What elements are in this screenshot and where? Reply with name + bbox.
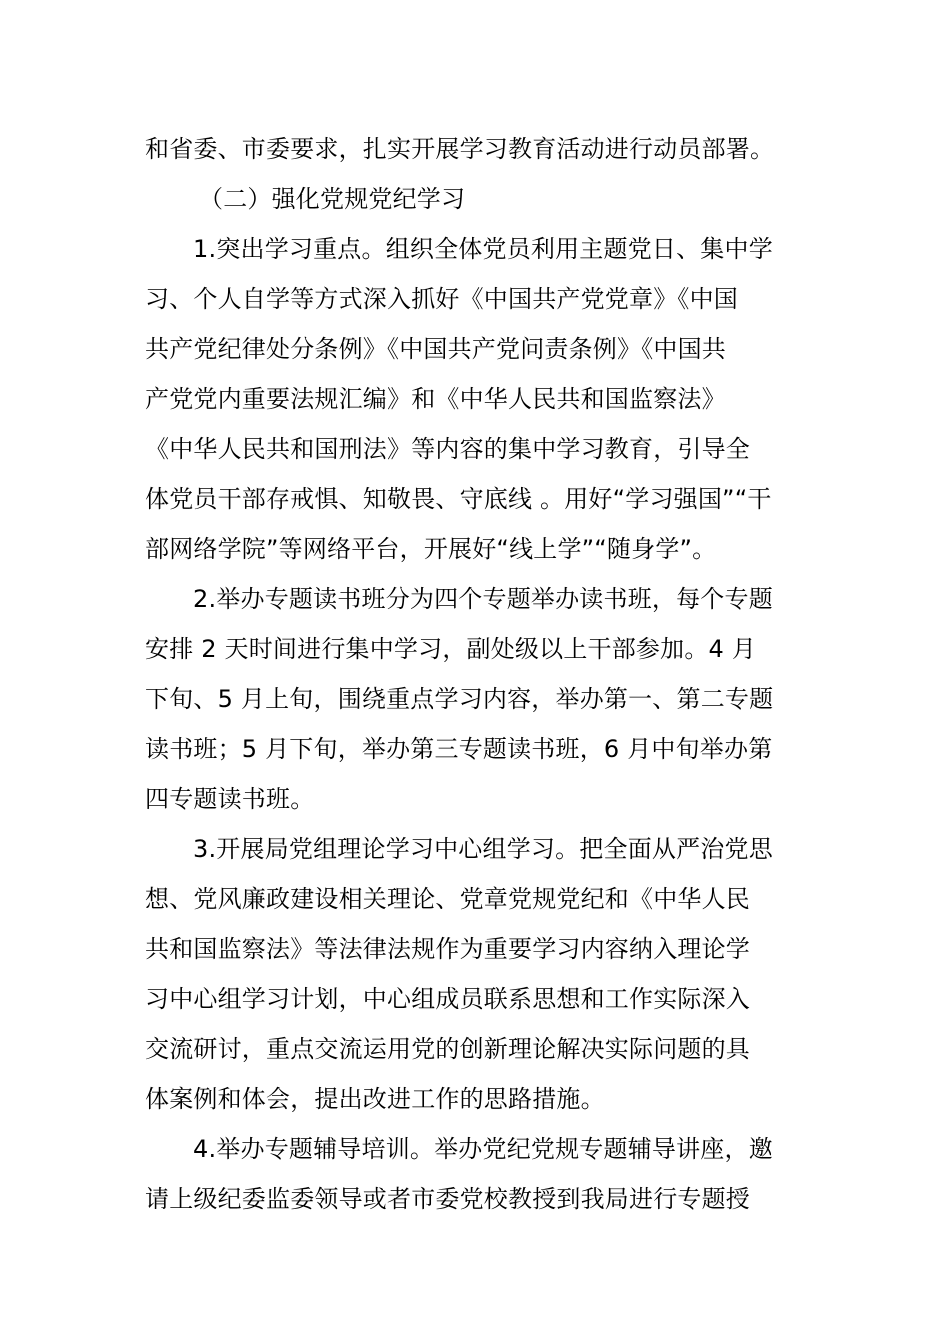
text-line: 《中华人民共和国刑法》等内容的集中学习教育，引导全 bbox=[145, 435, 750, 463]
text-line: 部网络学院”等网络平台，开展好“线上学”“随身学”。 bbox=[145, 535, 717, 563]
text-line: 读书班；5 月下旬，举办第三专题读书班，6 月中旬举办第 bbox=[145, 735, 773, 763]
text-line: 习中心组学习计划，中心组成员联系思想和工作实际深入 bbox=[145, 985, 750, 1013]
text-line: 习、个人自学等方式深入抓好《中国共产党党章》《中国 bbox=[145, 285, 738, 313]
text-line: 3.开展局党组理论学习中心组学习。把全面从严治党思 bbox=[193, 835, 773, 863]
text-line: 请上级纪委监委领导或者市委党校教授到我局进行专题授 bbox=[145, 1185, 750, 1213]
text-line: 1.突出学习重点。组织全体党员利用主题党日、集中学 bbox=[193, 235, 773, 263]
text-line: 和省委、市委要求，扎实开展学习教育活动进行动员部署。 bbox=[145, 135, 775, 163]
text-line: 产党党内重要法规汇编》和《中华人民共和国监察法》 bbox=[145, 385, 726, 413]
section-heading: （二）强化党规党纪学习 bbox=[199, 185, 466, 213]
text-line: 4.举办专题辅导培训。举办党纪党规专题辅导讲座，邀 bbox=[193, 1135, 773, 1163]
text-line: 交流研讨，重点交流运用党的创新理论解决实际问题的具 bbox=[145, 1035, 750, 1063]
text-line: 体案例和体会，提出改进工作的思路措施。 bbox=[145, 1085, 605, 1113]
text-line: 体党员干部存戒惧、知敬畏、守底线 。用好“学习强国”“干 bbox=[145, 485, 772, 513]
text-line: 安排 2 天时间进行集中学习，副处级以上干部参加。4 月 bbox=[145, 635, 757, 663]
text-line: 共和国监察法》等法律法规作为重要学习内容纳入理论学 bbox=[145, 935, 750, 963]
text-line: 2.举办专题读书班分为四个专题举办读书班，每个专题 bbox=[193, 585, 773, 613]
text-line: 四专题读书班。 bbox=[145, 785, 315, 813]
text-line: 下旬、5 月上旬，围绕重点学习内容，举办第一、第二专题 bbox=[145, 685, 774, 713]
text-line: 想、党风廉政建设相关理论、党章党规党纪和《中华人民 bbox=[145, 885, 750, 913]
text-line: 共产党纪律处分条例》《中国共产党问责条例》《中国共 bbox=[145, 335, 726, 363]
